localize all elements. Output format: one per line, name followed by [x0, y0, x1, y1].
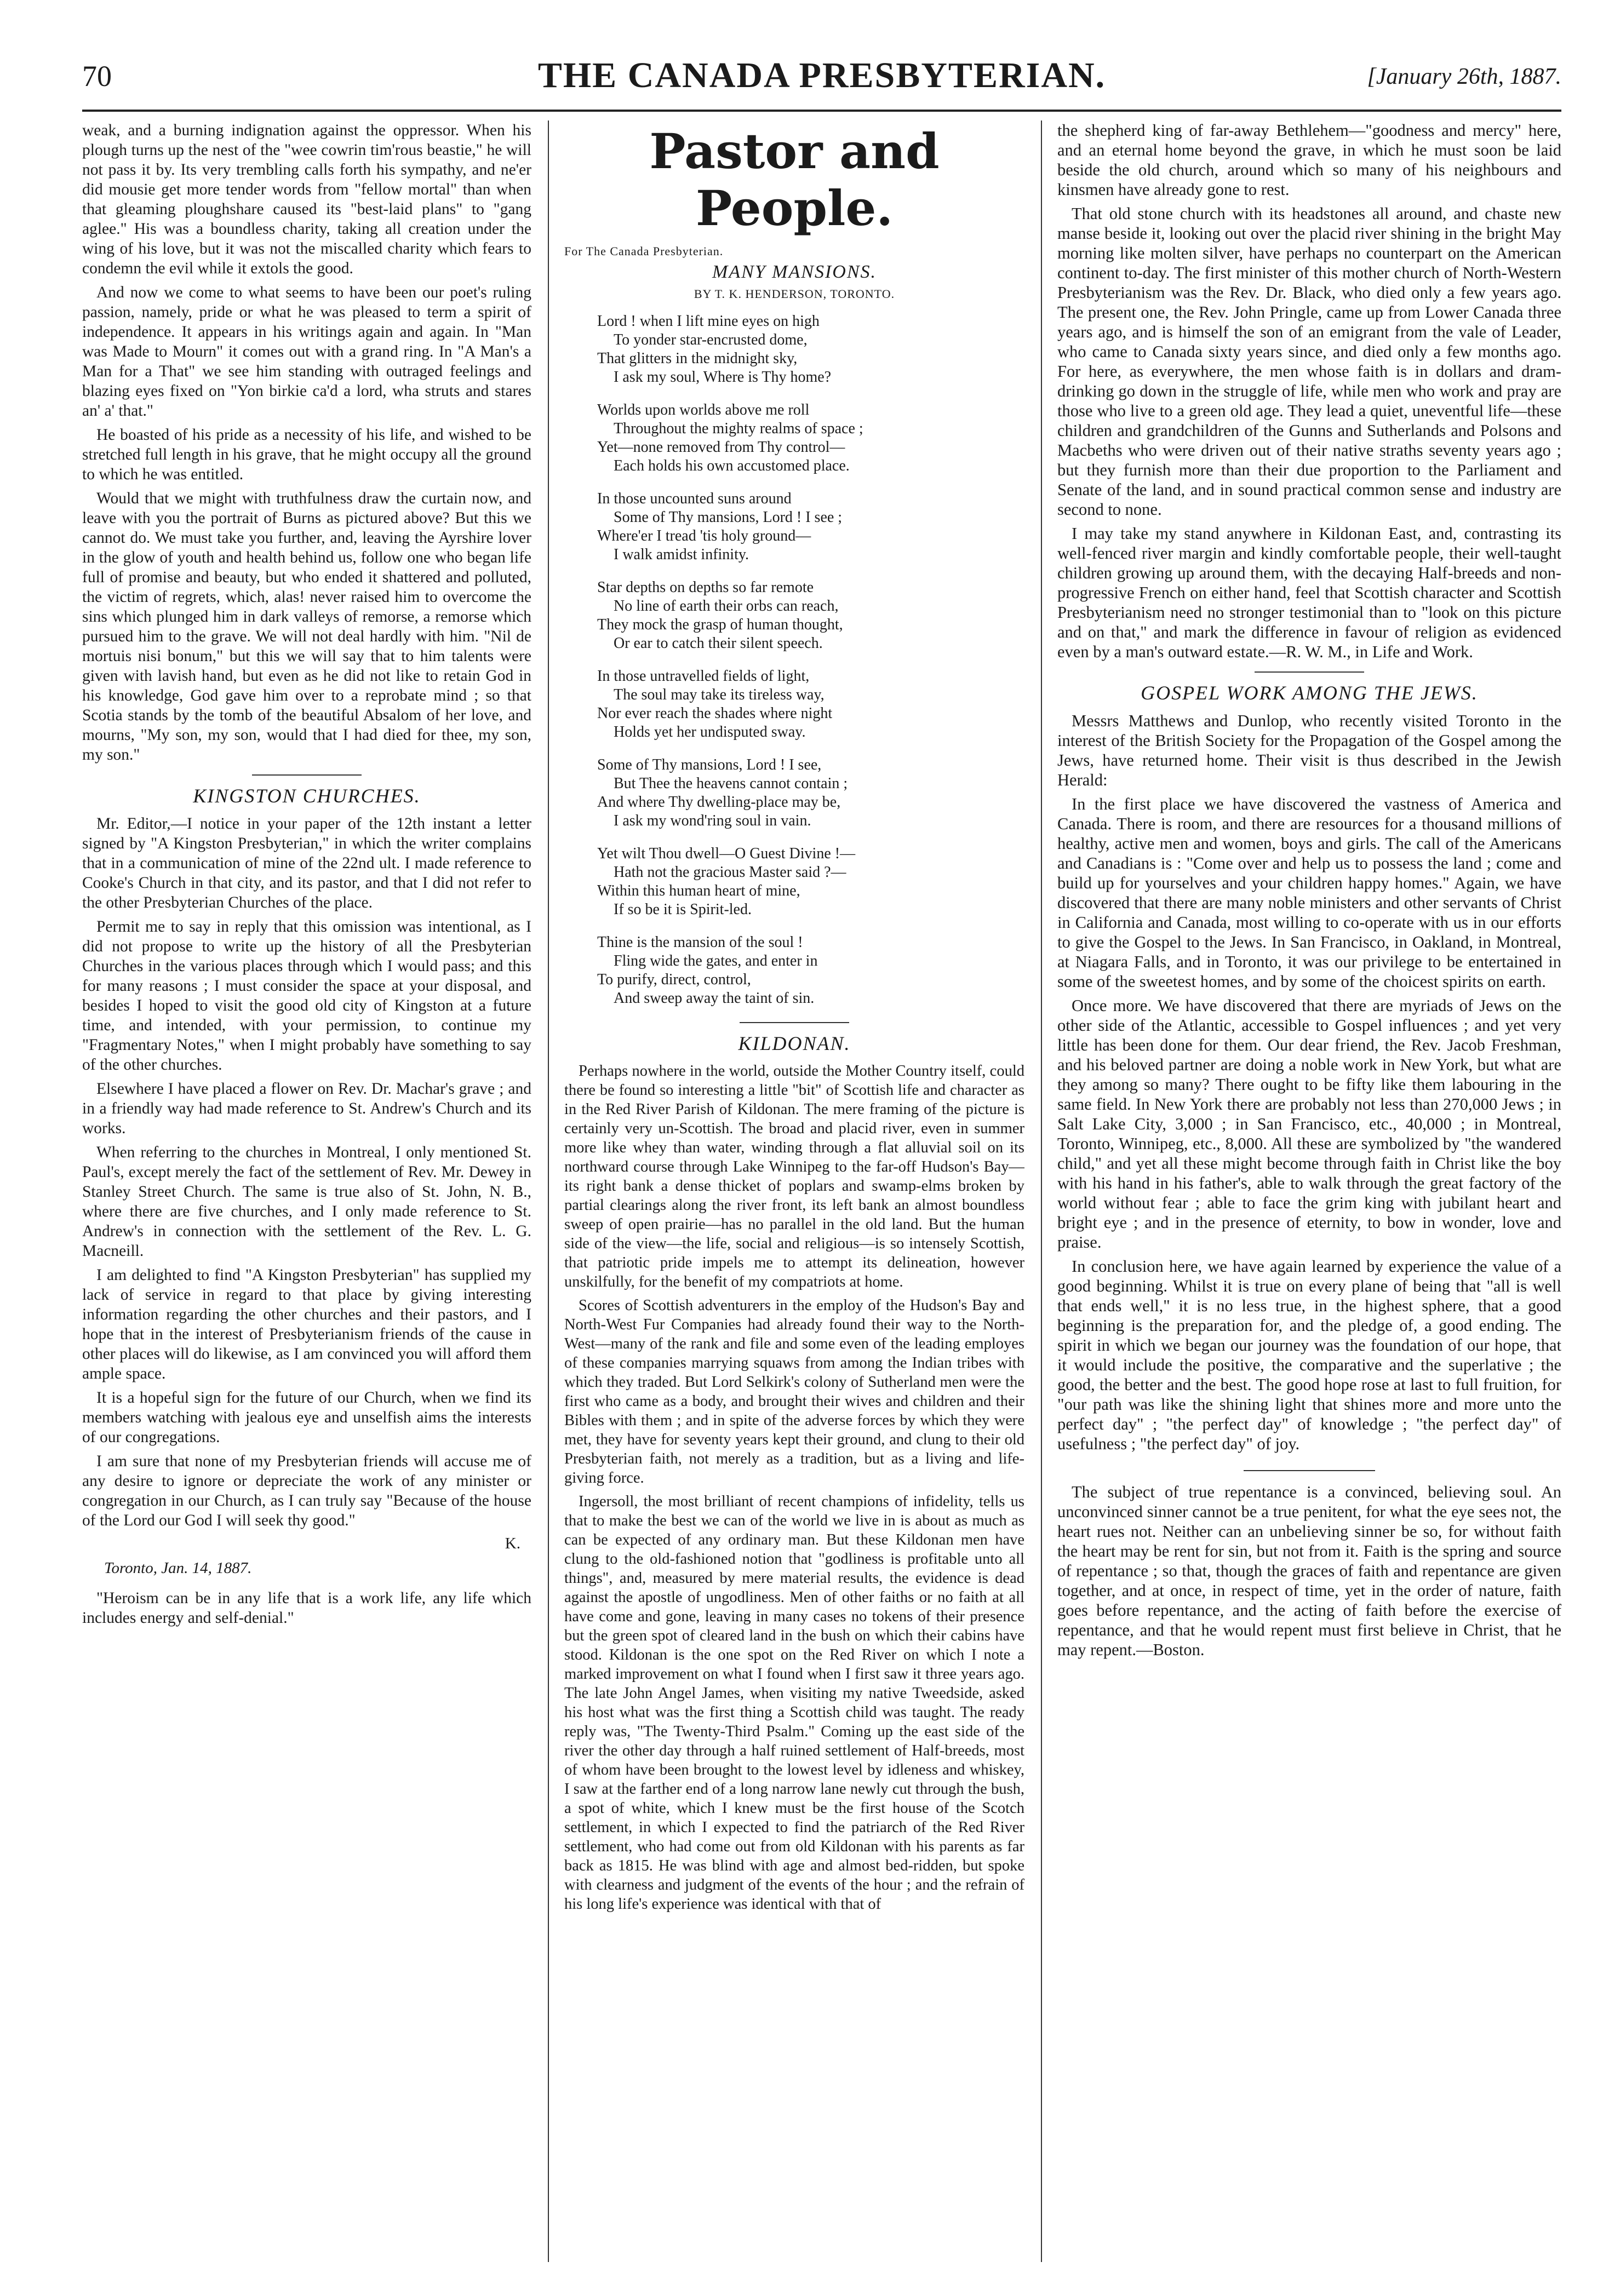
article-paragraph: weak, and a burning indignation against the oppressor. When his plough turns up the nest of the "wee cowrin tim'rous beastie," he will not pass it by. Its very trembling calls forth his sympathy, and ne'er did mousie get more tender words from "fellow mortal" than when that gleaming ploughshare caused its "best-laid plans" to "gang aglee." His was a boundless charity, taking all creation under the wing of his love, but it was not the miscalled charity which fears to condemn the evil while it extols the good. — [82, 122, 531, 277]
article-paragraph: When referring to the churches in Montreal, I only mentioned St. Paul's, except merely the fact of the settlement of Rev. Mr. Dewey in Stanley Street Church. The same is true also of St. John, N. B., where there are five churches, and I only made reference to St. Andrew's in connection with the settlement of the Rev. L. G. Macneill. — [82, 1144, 531, 1260]
letter-dateline: Toronto, Jan. 14, 1887. — [104, 1559, 252, 1577]
article-paragraph: It is a hopeful sign for the future of our Church, when we find its members watching with jealous eye and unselfish aims the interests of our congregations. — [82, 1389, 531, 1446]
for-line: For The Canada Presbyterian. — [564, 244, 724, 258]
article-paragraph: Would that we might with truthfulness draw the curtain now, and leave with you the portrait of Burns as pictured above? But this we cannot do. We must take you further, and, leaving the Ayrshire lover in the glow of youth and health behind us, follow one who began life full of promise and beauty, but who ended it shattered and polluted, the victim of regrets, which, alas! never raised him to overcome the sins which plunged him in dark valleys of remorse, a remorse which pursued him to the grave. We will not deal hardly with him. "Nil de mortuis nisi bonum," but this we will say that to him talents were given with lavish hand, but even as he did not like to retain God in his knowledge, God gave him over to a reprobate mind ; so that Scotia stands by the tomb of the beautiful Absalom of her love, and mourns, "My son, my son, would that I had died for thee, my son, my son." — [82, 490, 531, 764]
poem-line: If so be it is Spirit-led. — [614, 901, 752, 918]
newspaper-title: THE CANADA PRESBYTERIAN. — [537, 55, 1106, 95]
poem-line: Thine is the mansion of the soul ! — [597, 934, 803, 951]
column-right — [1057, 120, 1561, 2268]
section-divider — [1244, 1470, 1375, 1471]
poem-stanza — [597, 490, 1024, 564]
section-heading-kildonan: KILDONAN. — [738, 1032, 851, 1054]
poem-line: Some of Thy mansions, Lord ! I see ; — [614, 509, 843, 526]
column-rule — [548, 120, 549, 2262]
poem-line: Or ear to catch their silent speech. — [614, 635, 823, 652]
article-paragraph: the shepherd king of far-away Bethlehem—"goodness and mercy" here, and an eternal home beyond the grave, in which he must soon be laid beside the old church, around which so many of his neighbours and kinsmen have already gone to rest. — [1057, 121, 1561, 199]
poem-line: But Thee the heavens cannot contain ; — [614, 775, 848, 792]
poem-line: Hath not the gracious Master said ?— — [614, 864, 846, 881]
poem-line: To purify, direct, control, — [597, 971, 751, 988]
article-paragraph: In conclusion here, we have again learned by experience the value of a good beginning. Whilst it is true on every plane of being that "all is well that ends well," it is no less true, in the highest sphere, that a good beginning is the preparation for, and the pledge of, a good ending. The spirit in which we began our journey was the foundation of our hope, that it would include the positive, the comparative and the superlative ; the good, the better and the best. The good hope rose at last to full fruition, for "our path was like the shining light that shines more and more unto the perfect day" ; "the perfect day" of knowledge ; "the perfect day" of usefulness ; "the perfect day" of joy. — [1057, 1257, 1561, 1453]
column-middle — [564, 120, 1024, 2268]
poem-line: Yet wilt Thou dwell—O Guest Divine !— — [597, 845, 856, 862]
masthead — [82, 49, 1561, 112]
poem-byline: BY T. K. HENDERSON, TORONTO. — [694, 287, 895, 301]
article-paragraph: Mr. Editor,—I notice in your paper of the 12th instant a letter signed by "A Kingston Presbyterian," in which the writer complains that in a communication of mine of the 22nd ult. I made reference to Cooke's Church in that city, and its pastor, and that I did not refer to the other Presbyterian Churches of the place. — [82, 815, 531, 911]
article-paragraph: He boasted of his pride as a necessity of his life, and wished to be stretched full length in his grave, that he might occupy all the ground to which he was entitled. — [82, 426, 531, 483]
newspaper-page — [82, 49, 1561, 2273]
section-title-pastor-and-people: Pastor and People. — [649, 123, 940, 237]
section-divider — [252, 774, 362, 776]
article-paragraph: And now we come to what seems to have been our poet's ruling passion, namely, pride or what he was pleased to term a spirit of independence. It appears in his writings again and again. In "Man was Made to Mourn" it comes out with a grand ring. In "A Man's a Man for a That" we see him standing with outraged feelings and blazing eyes fixed on "Yon birkie ca'd a lord, wha struts and stares an' a' that." — [82, 284, 531, 420]
poem-line: I ask my soul, Where is Thy home? — [614, 369, 832, 386]
article-paragraph: Scores of Scottish adventurers in the employ of the Hudson's Bay and North-West Fur Companies had already found their way to the North-West—many of the rank and file and some even of the leading employes of these companies marrying squaws from among the Indian tribes with which they traded. But Lord Selkirk's colony of Sutherland men were the first who came as a body, and brought their wives and children and their Bibles with them ; and in spite of the adverse forces by which they were met, they have for seventy years kept their ground, and clung to their old Presbyterian faith, not merely as a tradition, but as a living and life-giving force. — [564, 1297, 1024, 1486]
article-paragraph: That old stone church with its headstones all around, and chaste new manse beside it, looking out over the placid river shining in the bright May morning like molten silver, have perhaps no counterpart on the American continent to-day. The first minister of this mother church of North-Western Presbyterianism was the Rev. Dr. Black, who died only a few years ago. The present one, the Rev. John Pringle, came up from Lower Canada three years ago, and is himself the son of an emigrant from the vale of Leader, who came to Canada sixty years since, and died only a few months ago. For here, as everywhere, the men whose faith is in dollars and dram-drinking go down in the struggle of life, while men who work and pray are those who live to a green old age. They lead a quiet, uneventful life—these children and grandchildren of the Gunns and Sutherlands and Polsons and Macbeths who were driven out of their native straths seventy years ago ; but they furnish more than their due proportion to the Parliament and Senate of the land, and in sound practical common sense and industry are second to none. — [1057, 204, 1561, 519]
poem-line: Fling wide the gates, and enter in — [614, 952, 818, 969]
article-paragraph: Elsewhere I have placed a flower on Rev. Dr. Machar's grave ; and in a friendly way had made reference to St. Andrew's Church and its works. — [82, 1080, 531, 1137]
article-paragraph: Perhaps nowhere in the world, outside the Mother Country itself, could there be found so interesting a little "bit" of Scottish life and character as in the Red River Parish of Kildonan. The mere framing of the picture is certainly very un-Scottish. The broad and placid river, even in summer more like whey than water, winding through a flat alluvial soil on its northward course through Lake Winnipeg to the far-off Hudson's Bay—its right bank a dense thicket of poplars and swamp-elms broken by partial clearings along the river front, its left bank an almost boundless sweep of open prairie—has no parallel in the old land. But the human side of the view—the life, social and religious—is so intensely Scottish, that patriotic pride impels me to attempt its delineation, however unskilfully, for the benefit of my compatriots at home. — [564, 1063, 1024, 1290]
article-paragraph: I am sure that none of my Presbyterian friends will accuse me of any desire to ignore or depreciate the work of any minister or congregation in our Church, as I can truly say "Because of the house of the Lord our God I will seek thy good." — [82, 1453, 531, 1529]
poem-stanza — [597, 578, 1024, 653]
section-heading-gospel-work: GOSPEL WORK AMONG THE JEWS. — [1141, 682, 1478, 704]
article-paragraph: I may take my stand anywhere in Kildonan East, and, contrasting its well-fenced river margin and kindly comfortable people, their well-taught children growing up around them, with the decaying Half-breeds and non-progressive French on either hand, feel that Scottish character and Scottish Presbyterianism need no stronger testimonial than to "look on this picture and on that," and mark the difference in favour of religion as evidenced even by a man's outward estate.—R. W. M., in Life and Work. — [1057, 524, 1561, 661]
article-paragraph: Once more. We have discovered that there are myriads of Jews on the other side of the Atlantic, accessible to Gospel influences ; and yet very little has been done for them. Our dear friend, the Rev. Jacob Freshman, and his beloved partner are doing a noble work in New York, but what are they among so many? There ought to be fifty like them labouring in the same field. In New York there are probably not less than 270,000 Jews ; in Salt Lake City, 3,000 ; in San Francisco, etc., 40,000 ; in Montreal, Toronto, Winnipeg, etc., 8,000. All these are symbolized by "the wandered child," and yet all these might become through faith in Christ like the boy with his hand in his father's, able to walk through the great factory of the world without fear ; able to face the grim king with jubilant heart and bright eye ; and in the presence of eternity, to bow in wonder, love and praise. — [1057, 996, 1561, 1252]
poem-line: Worlds upon worlds above me roll — [597, 401, 810, 418]
poem-line: In those uncounted suns around — [597, 490, 792, 507]
poem-line: To yonder star-encrusted dome, — [614, 331, 808, 348]
poem-line: Yet—none removed from Thy control— — [597, 439, 845, 456]
article-paragraph: Permit me to say in reply that this omission was intentional, as I did not propose to write up the history of all the Presbyterian Churches in the various places through which I would pass; and this for many reasons ; I must consider the space at your disposal, and besides I hoped to visit the good old city of Kingston at a future time, and intended, with your permission, to continue my "Fragmentary Notes," when I might probably have something to say of the other churches. — [82, 918, 531, 1074]
poem-stanza — [597, 756, 1024, 830]
poem-stanza — [597, 401, 1024, 475]
article-paragraph: Ingersoll, the most brilliant of recent champions of infidelity, tells us that to make the best we can of the world we live in is about as much as can be expected of any ordinary man. But these Kildonan men have clung to the old-fashioned notion that "godliness is profitable unto all things", and, measured by mere material results, the evidence is dead against the apostle of ungodliness. Men of other faiths or no faith at all have come and gone, leaving in many cases no tokens of their presence but the green spot of cleared land in the bush on which their cabins have stood. Kildonan is the one spot on the Red River on which I note a marked improvement on what I found when I first saw it three years ago. The late John Angel James, when visiting my native Tweedside, asked his host what was the first thing a Scottish child was taught. The ready reply was, "The Twenty-Third Psalm." Coming up the east side of the river the other day through a half ruined settlement of Half-breeds, most of whom have been brought to the lowest level by idleness and whiskey, I saw at the farther end of a long narrow lane newly cut through the bush, a spot of white, which I knew must be the first house of the Scotch settlement, in which I expected to find the patriarch of the Red River settlement, who had come out from old Kildonan with his parents as far back as 1815. He was blind with age and almost bed-ridden, but spoke with clearness and judgment of the events of the hour ; and the refrain of his long life's experience was identical with that of — [564, 1493, 1024, 1913]
poem-line: Nor ever reach the shades where night — [597, 705, 833, 722]
poem-stanza — [597, 845, 1024, 919]
poem-line: And where Thy dwelling-place may be, — [597, 794, 841, 811]
issue-date: [January 26th, 1887. — [1367, 64, 1561, 89]
poem-line: Lord ! when I lift mine eyes on high — [597, 313, 820, 330]
poem-stanza — [597, 933, 1024, 1008]
poem-stanza — [597, 667, 1024, 742]
filler-quote: "Heroism can be in any life that is a work life, any life which includes energy and self-denial." — [82, 1589, 531, 1627]
poem-line: Within this human heart of mine, — [597, 882, 800, 899]
page-number: 70 — [82, 60, 112, 93]
poem-line: They mock the grasp of human thought, — [597, 616, 843, 633]
poem-line: Star depths on depths so far remote — [597, 579, 814, 596]
poem-line: The soul may take its tireless way, — [614, 686, 825, 703]
section-divider — [1255, 671, 1364, 673]
section-heading-kingston: KINGSTON CHURCHES. — [193, 785, 421, 807]
poem-line: I ask my wond'ring soul in vain. — [614, 812, 811, 829]
poem-line: Some of Thy mansions, Lord ! I see, — [597, 756, 822, 773]
repentance-paragraph: The subject of true repentance is a convinced, believing soul. An unconvinced sinner cannot be a true penitent, for what the eye sees not, the heart rues not. Neither can an unbelieving sinner be so, for without faith the heart may be rent for sin, but not from it. Faith is the spring and source of repentance ; so that, though the graces of faith and repentance are given together, and at once, in respect of time, yet in the order of nature, faith goes before repentance, and the acting of faith before the exercise of repentance, and that he would repent must first believe in Christ, that he may repent.—Boston. — [1057, 1483, 1561, 1659]
article-paragraph: Messrs Matthews and Dunlop, who recently visited Toronto in the interest of the British Society for the Propagation of the Gospel among the Jews, have returned home. Their visit is thus described in the Jewish Herald: — [1057, 711, 1561, 789]
poem-line: No line of earth their orbs can reach, — [614, 598, 839, 615]
column-left — [82, 120, 531, 2268]
poem-line: That glitters in the midnight sky, — [597, 350, 798, 367]
poem-line: Each holds his own accustomed place. — [614, 457, 850, 474]
poem-title: MANY MANSIONS. — [712, 262, 877, 282]
article-paragraph: I am delighted to find "A Kingston Presbyterian" has supplied my lack of service in regard to that place by giving interesting information regarding the other churches and their pastors, and I hope that in the interest of Presbyterianism friends of the cause in other places will do likewise, as I am convinced you will afford them ample space. — [82, 1266, 531, 1382]
column-rule — [1041, 120, 1042, 2262]
article-paragraph: In the first place we have discovered the vastness of America and Canada. There is room, and there are resources for a thousand millions of healthy, active men and women, boys and girls. The call of the Americans and Canadians is : "Come over and help us to possess the land ; come and build up for yourselves and your children happy homes." Again, we have discovered that there are many noble ministers and other servants of Christ in California and Canada, most willing to co-operate with us in our efforts to give the Gospel to the Jews. In San Francisco, in Oakland, in Montreal, at Niagara Falls, and in Toronto, it was our privilege to be entertained in some of the sweetest homes, and by some of the choicest spirits on earth. — [1057, 795, 1561, 991]
section-divider — [740, 1022, 849, 1023]
poem-line: Where'er I tread 'tis holy ground— — [597, 527, 811, 544]
letter-signature: K. — [505, 1535, 520, 1552]
poem-stanza — [597, 312, 1024, 387]
poem-line: In those untravelled fields of light, — [597, 668, 810, 685]
poem-line: And sweep away the taint of sin. — [614, 990, 815, 1007]
poem-line: Holds yet her undisputed sway. — [614, 724, 806, 741]
poem-line: Throughout the mighty realms of space ; — [614, 420, 863, 437]
poem-line: I walk amidst infinity. — [614, 546, 749, 563]
